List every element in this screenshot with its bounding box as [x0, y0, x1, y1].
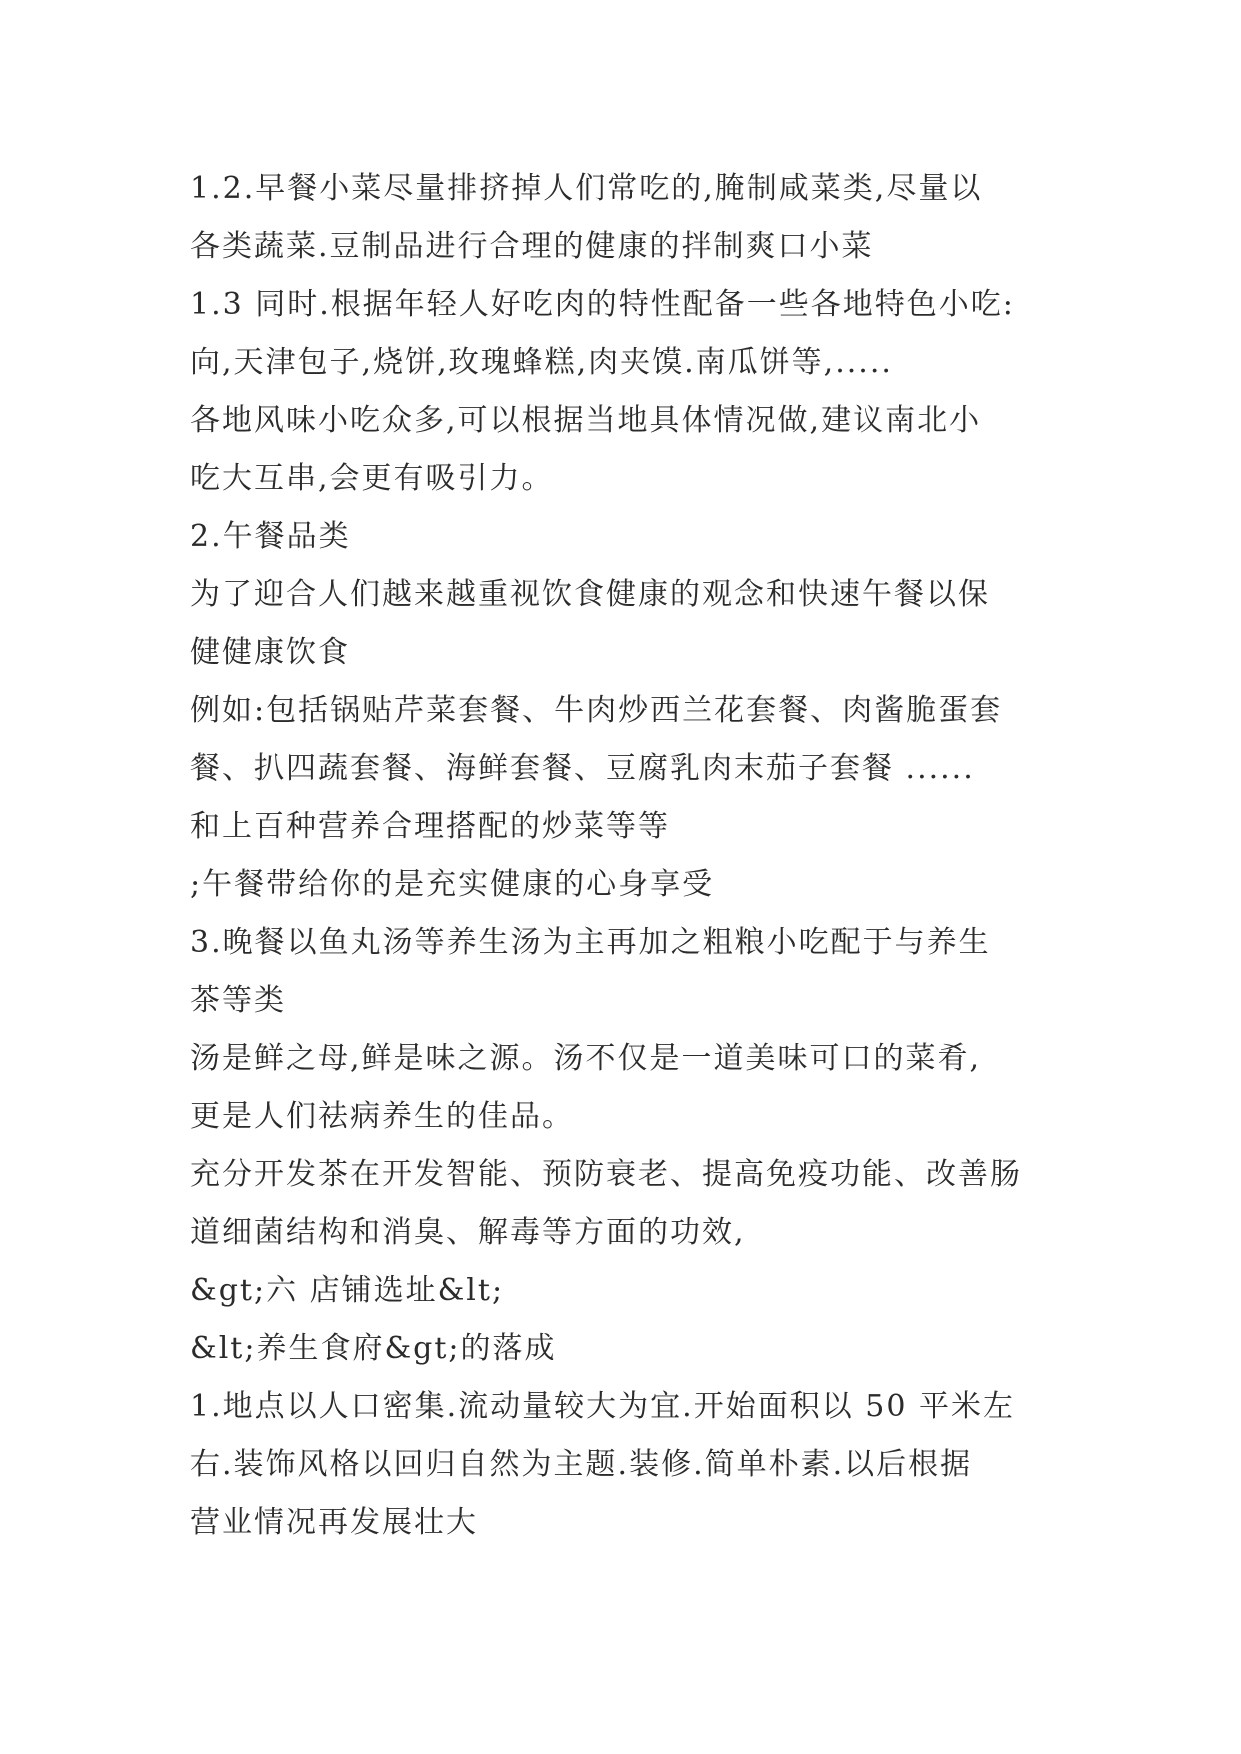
text-line: 为了迎合人们越来越重视饮食健康的观念和快速午餐以保 — [190, 577, 990, 612]
text-line: 道细菌结构和消臭、解毒等方面的功效, — [190, 1215, 746, 1250]
text-line: 健健康饮食 — [190, 635, 350, 670]
text-line: 更是人们祛病养生的佳品。 — [190, 1099, 574, 1134]
text-line: 餐、扒四蔬套餐、海鲜套餐、豆腐乳肉末茄子套餐 ...... — [190, 751, 975, 786]
text-line: 1.2.早餐小菜尽量排挤掉人们常吃的,腌制咸菜类,尽量以 — [190, 171, 983, 206]
text-line: 营业情况再发展壮大 — [190, 1505, 478, 1540]
text-line: 向,天津包子,烧饼,玫瑰蜂糕,肉夹馍.南瓜饼等,..... — [190, 345, 893, 380]
text-line: 茶等类 — [190, 983, 286, 1018]
text-line: 各地风味小吃众多,可以根据当地具体情况做,建议南北小 — [190, 403, 982, 438]
text-line: 1.地点以人口密集.流动量较大为宜.开始面积以 50 平米左 — [190, 1389, 1015, 1424]
text-line: 和上百种营养合理搭配的炒菜等等 — [190, 809, 670, 844]
section-heading: 2.午餐品类 — [190, 519, 351, 554]
text-line: ;午餐带给你的是充实健康的心身享受 — [190, 867, 715, 902]
text-line: 右.装饰风格以回归自然为主题.装修.简单朴素.以后根据 — [190, 1447, 973, 1482]
text-line: 3.晚餐以鱼丸汤等养生汤为主再加之粗粮小吃配于与养生 — [190, 925, 991, 960]
text-line: 充分开发茶在开发智能、预防衰老、提高免疫功能、改善肠 — [190, 1157, 1022, 1192]
section-heading: &gt;六 店铺选址&lt; — [190, 1273, 505, 1308]
text-line: 汤是鲜之母,鲜是味之源。汤不仅是一道美味可口的菜肴, — [190, 1041, 982, 1076]
text-line: 1.3 同时.根据年轻人好吃肉的特性配备一些各地特色小吃: — [190, 287, 1015, 322]
document-body — [190, 160, 1070, 1552]
text-line: 吃大互串,会更有吸引力。 — [190, 461, 554, 496]
text-line: &lt;养生食府&gt;的落成 — [190, 1331, 557, 1366]
text-line: 各类蔬菜.豆制品进行合理的健康的拌制爽口小菜 — [190, 229, 874, 264]
text-line: 例如:包括锅贴芹菜套餐、牛肉炒西兰花套餐、肉酱脆蛋套 — [190, 693, 1003, 728]
